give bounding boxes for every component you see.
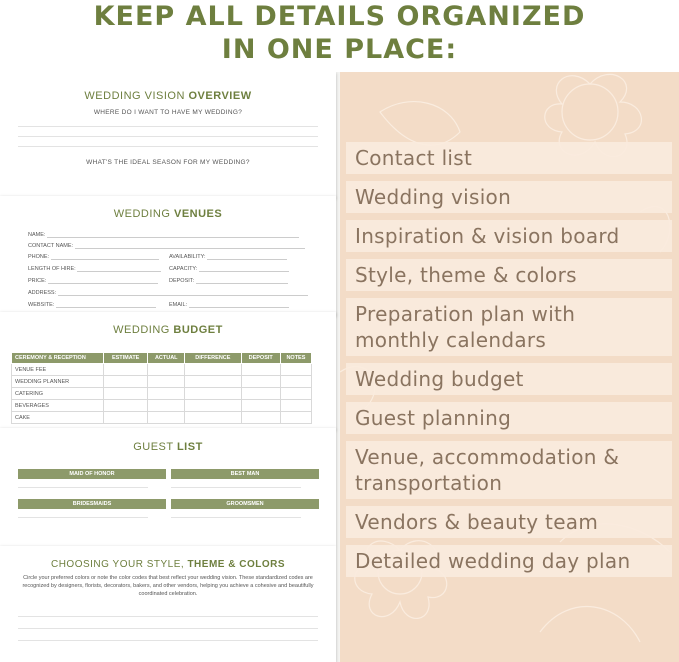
venue-field: AVAILABILITY: <box>169 254 287 260</box>
list-item: Venue, accommodation & transportation <box>346 441 672 499</box>
vision-question-1: WHERE DO I WANT TO HAVE MY WEDDING? <box>93 109 243 116</box>
guest-list-sheet <box>0 428 336 546</box>
venue-field: DEPOSIT: <box>169 278 288 284</box>
table-row: WEDDING PLANNER <box>12 376 312 388</box>
style-theme-colors-sheet <box>0 546 336 662</box>
venue-field: CAPACITY: <box>169 266 289 272</box>
table-row: BEVERAGES <box>12 400 312 412</box>
writing-line <box>171 517 301 518</box>
vision-title: WEDDING VISION OVERVIEW <box>84 90 252 102</box>
venue-field: CONTACT NAME: <box>28 243 305 249</box>
list-item: Preparation plan with monthly calendars <box>346 298 672 356</box>
guest-group-bar: BEST MAN <box>171 469 319 479</box>
venue-field: WEBSITE: <box>28 302 156 308</box>
budget-header: CEREMONY & RECEPTION <box>12 353 104 364</box>
vision-overview-sheet <box>0 72 336 198</box>
wedding-budget-sheet <box>0 312 336 430</box>
planner-pages-preview <box>0 72 340 662</box>
wedding-venues-sheet <box>0 196 336 316</box>
style-description: Circle your preferred colors or note the color codes that best reflect your wedding vision. These standardized codes are recognized by designers, florists, decorators, bakers, and other vendors, helping you achieve a cohesive and beautifully coordinated celebration. <box>22 575 314 597</box>
writing-line <box>18 628 318 629</box>
guest-group-bar: GROOMSMEN <box>171 499 319 509</box>
list-item: Inspiration & vision board <box>346 220 672 252</box>
style-title: CHOOSING YOUR STYLE, THEME & COLORS <box>50 559 285 570</box>
features-panel <box>340 72 679 662</box>
venue-field: PRICE: <box>28 278 158 284</box>
venue-field: LENGTH OF HIRE: <box>28 266 161 272</box>
budget-header: NOTES <box>280 353 311 364</box>
list-item: Vendors & beauty team <box>346 506 672 538</box>
headline-line-2: IN ONE PLACE: <box>221 34 458 65</box>
writing-line <box>18 126 318 127</box>
list-item: Wedding budget <box>346 363 672 395</box>
writing-line <box>171 487 301 488</box>
list-item: Style, theme & colors <box>346 259 672 291</box>
writing-line <box>18 136 318 137</box>
venue-field: PHONE: <box>28 254 159 260</box>
writing-line <box>18 517 148 518</box>
venues-title: WEDDING VENUES <box>113 208 223 220</box>
budget-header: ESTIMATE <box>104 353 148 364</box>
writing-line <box>18 146 318 147</box>
venue-field: NAME: <box>28 232 299 238</box>
headline-line-1: KEEP ALL DETAILS ORGANIZED <box>93 1 586 32</box>
guest-group-bar: MAID OF HONOR <box>18 469 166 479</box>
guest-group-bar: BRIDESMAIDS <box>18 499 166 509</box>
table-row: CATERING <box>12 388 312 400</box>
budget-table <box>11 352 312 424</box>
venue-field: EMAIL: <box>169 302 289 308</box>
budget-header: DIFFERENCE <box>185 353 241 364</box>
writing-line <box>18 616 318 617</box>
budget-header: ACTUAL <box>148 353 185 364</box>
table-row: VENUE FEE <box>12 364 312 376</box>
budget-header: DEPOSIT <box>241 353 280 364</box>
table-row: CAKE <box>12 412 312 424</box>
budget-title: WEDDING BUDGET <box>113 324 223 336</box>
vision-question-2: WHAT'S THE IDEAL SEASON FOR MY WEDDING? <box>86 159 250 166</box>
budget-header-row <box>12 353 312 364</box>
list-item: Wedding vision <box>346 181 672 213</box>
list-item: Detailed wedding day plan <box>346 545 672 577</box>
feature-list <box>346 142 672 584</box>
list-item: Guest planning <box>346 402 672 434</box>
writing-line <box>18 487 148 488</box>
writing-line <box>18 640 318 641</box>
venue-field: ADDRESS: <box>28 290 308 296</box>
guests-title: GUEST LIST <box>133 441 203 453</box>
headline <box>0 0 679 72</box>
list-item: Contact list <box>346 142 672 174</box>
